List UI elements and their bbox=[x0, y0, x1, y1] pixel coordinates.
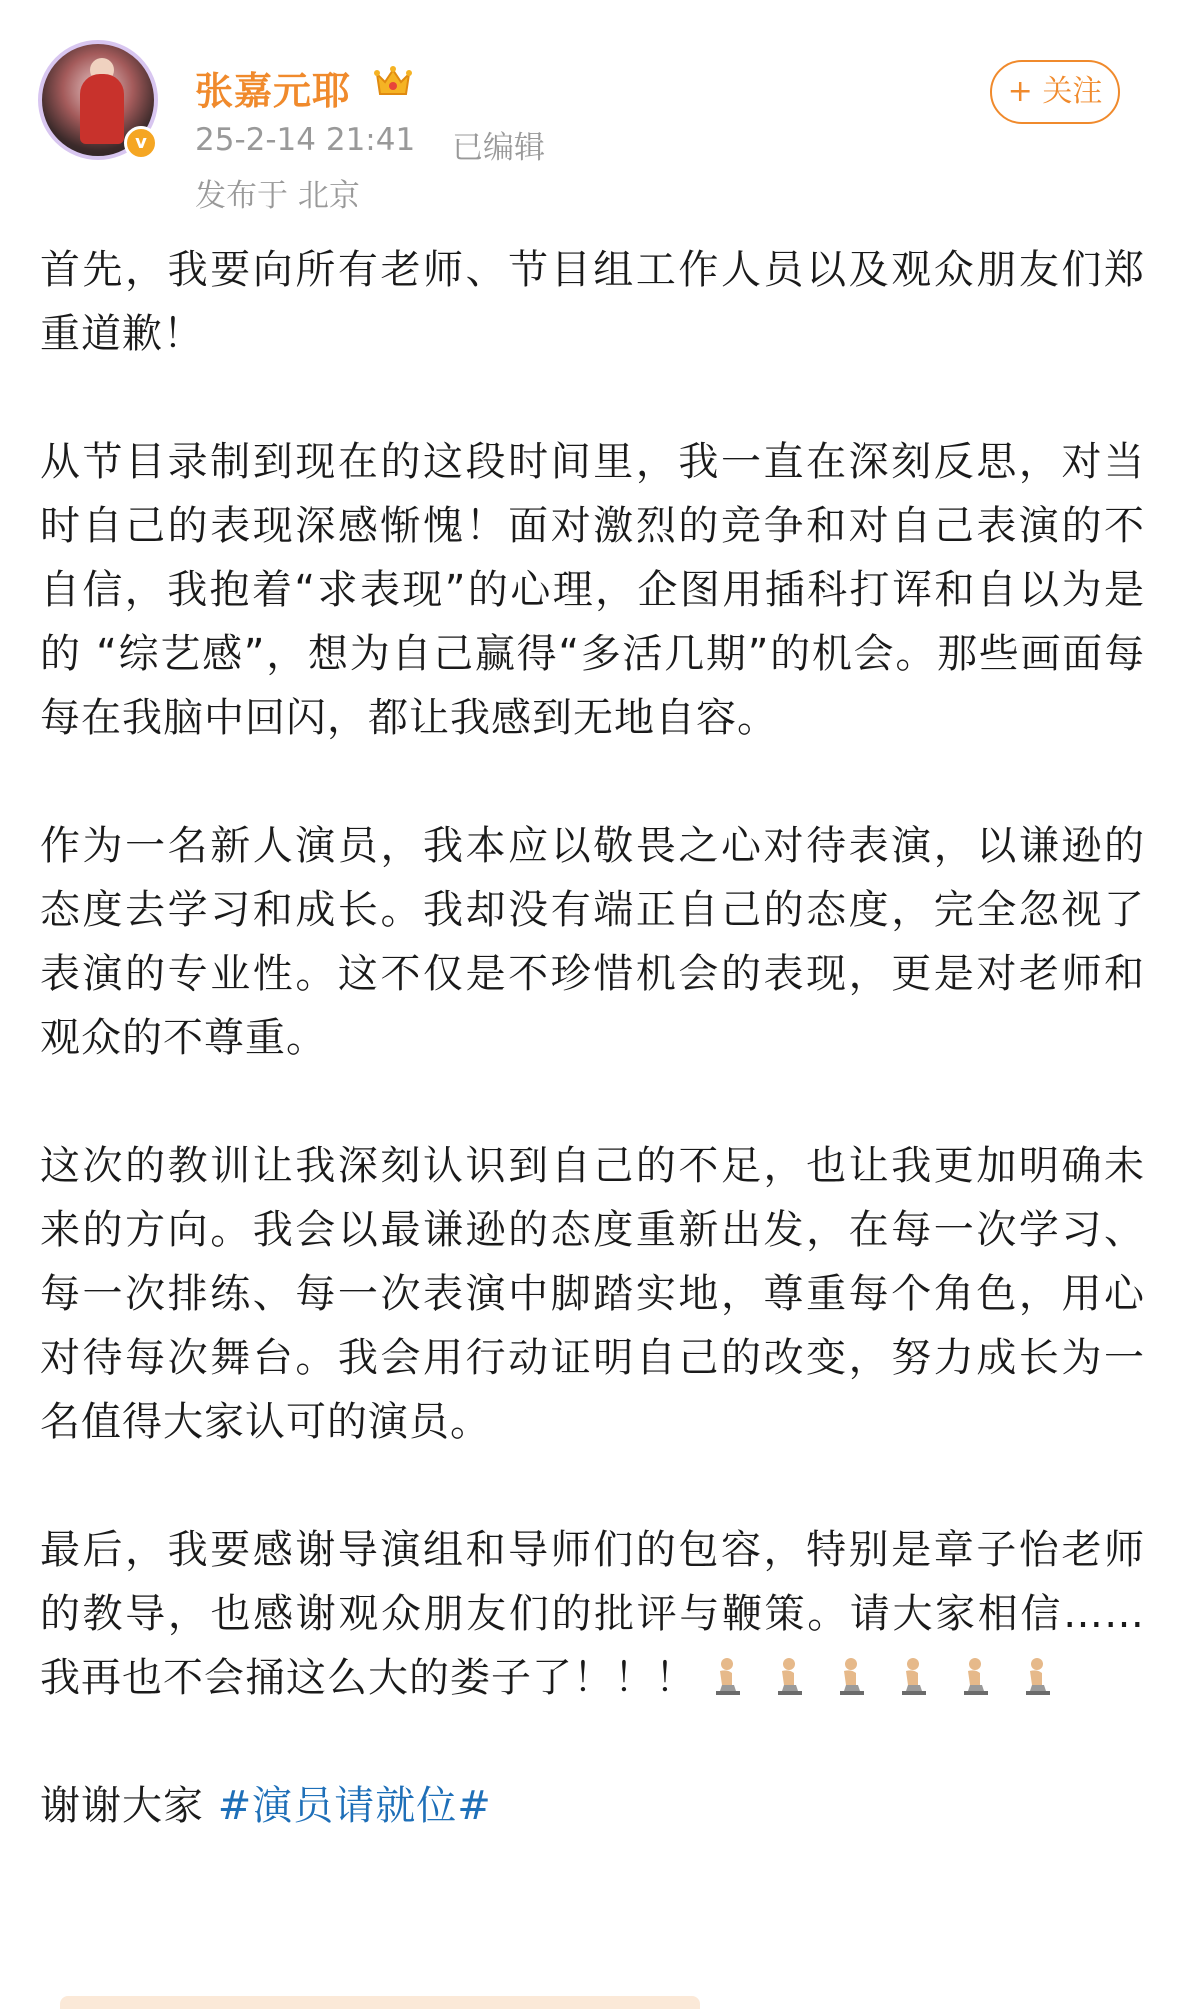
username[interactable]: 张嘉元耶 bbox=[195, 69, 352, 113]
person-kneeling-icon bbox=[710, 1657, 744, 1697]
paragraph-thanks-text: 最后，我要感谢导演组和导师们的包容，特别是章子怡老师的教导，也感谢观众朋友们的批评与鞭策。请大家相信……我再也不会捅这么大的娄子了！！！ bbox=[40, 1527, 1145, 1701]
closing-text: 谢谢大家 bbox=[40, 1783, 218, 1829]
post-body bbox=[40, 238, 1145, 1902]
avatar[interactable] bbox=[38, 40, 158, 160]
paragraph-closing bbox=[40, 1774, 1145, 1838]
person-kneeling-icon bbox=[1020, 1657, 1054, 1697]
post-timestamp: 25-2-14 21:41 bbox=[195, 122, 416, 158]
person-kneeling-icon bbox=[834, 1657, 868, 1697]
verified-badge-icon: v bbox=[124, 126, 158, 160]
edited-label[interactable]: 已编辑 bbox=[452, 130, 545, 166]
hashtag-link[interactable]: #演员请就位# bbox=[217, 1783, 492, 1829]
paragraph-thanks bbox=[40, 1518, 1145, 1710]
paragraph-attitude: 作为一名新人演员，我本应以敬畏之心对待表演，以谦逊的态度去学习和成长。我却没有端正自己的态度，完全忽视了表演的专业性。这不仅是不珍惜机会的表现，更是对老师和观众的不尊重。 bbox=[40, 823, 1145, 1061]
person-kneeling-icon bbox=[958, 1657, 992, 1697]
follow-button[interactable]: + 关注 bbox=[990, 60, 1120, 124]
post-location: 发布于 北京 bbox=[195, 178, 360, 214]
crown-icon bbox=[373, 64, 413, 100]
paragraph-lesson: 这次的教训让我深刻认识到自己的不足，也让我更加明确未来的方向。我会以最谦逊的态度重新出发，在每一次学习、每一次排练、每一次表演中脚踏实地，尊重每个角色，用心对待每次舞台。我会用行动证明自己的改变，努力成长为一名值得大家认可的演员。 bbox=[40, 1143, 1145, 1445]
avatar-figure bbox=[80, 74, 124, 144]
bottom-bar bbox=[60, 1996, 700, 2009]
paragraph-apology: 首先，我要向所有老师、节目组工作人员以及观众朋友们郑重道歉！ bbox=[40, 247, 1145, 357]
person-kneeling-icon bbox=[896, 1657, 930, 1697]
pray-emoji-row bbox=[696, 1655, 1068, 1701]
post-header bbox=[0, 0, 1181, 220]
person-kneeling-icon bbox=[772, 1657, 806, 1697]
paragraph-reflection: 从节目录制到现在的这段时间里，我一直在深刻反思，对当时自己的表现深感惭愧！面对激烈的竞争和对自己表演的不自信，我抱着“求表现”的心理，企图用插科打诨和自以为是的 “综艺感”，想为自己赢得“多活几期”的机会。那些画面每每在我脑中回闪，都让我感到无地自容。 bbox=[40, 439, 1145, 741]
